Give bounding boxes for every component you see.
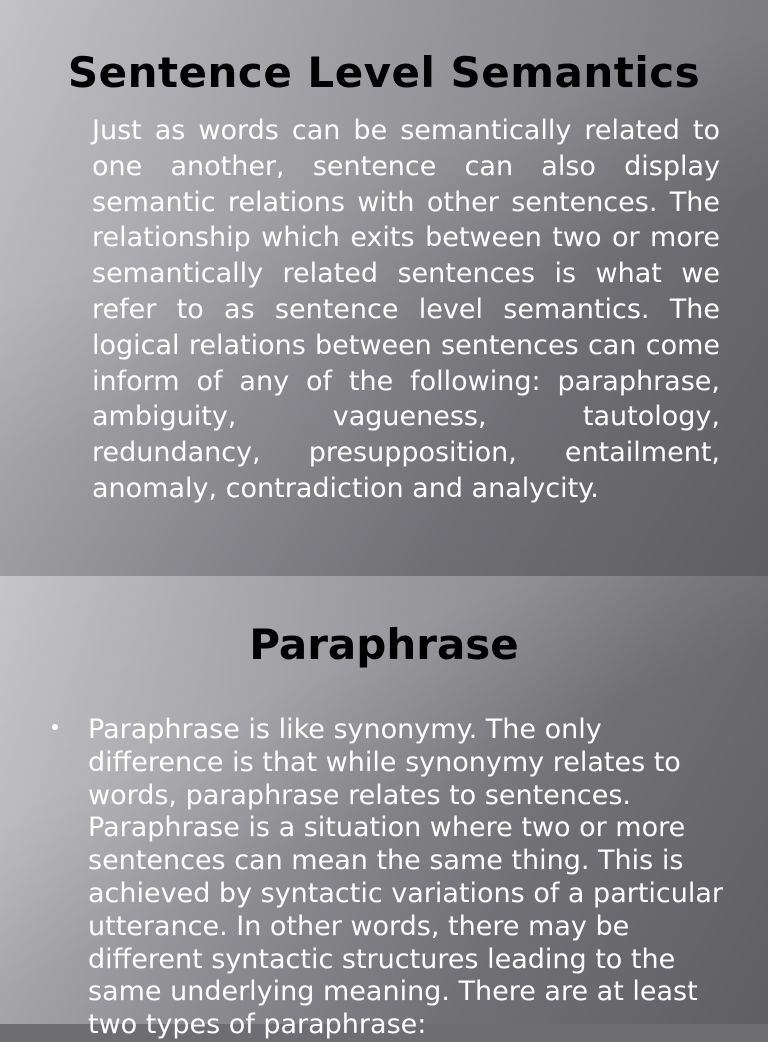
- slide-title: Sentence Level Semantics: [67, 48, 701, 97]
- bullet-icon: [52, 724, 58, 730]
- slide-paraphrase: [0, 576, 768, 1041]
- slide-body-text: Just as words can be semantically related to one another, sentence can also display semantic relations with other sentences. The relationship which exits between two or more semantically related sentences is what we refer to as sentence level semantics. The logical relations between sentences can come inform of any of the following: paraphrase, ambiguity, vagueness, tautology, redundancy, presupposition, entailment, anomaly, contradiction and analycity.: [92, 115, 720, 504]
- slide-title: Paraphrase: [249, 620, 519, 669]
- bullet-text: Paraphrase is like synonymy. The only difference is that while synonymy relates to words, paraphrase relates to sentences. Paraphrase is a situation where two or more sentences can mean the same thing. This is achieved by syntactic variations of a particular utterance. In other words, there may be different syntactic structures leading to the same underlying meaning. There are at least two types of paraphrase:: [88, 714, 724, 1041]
